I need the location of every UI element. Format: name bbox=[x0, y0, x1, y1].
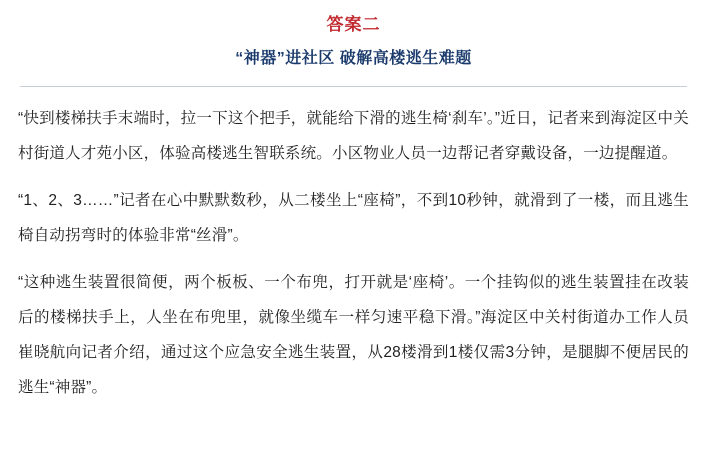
article-paragraph: “这种逃生装置很简便，两个板板、一个布兜，打开就是‘座椅’。一个挂钩似的逃生装置挂在改装后的楼梯扶手上，人坐在布兜里，就像坐缆车一样匀速平稳下滑。”海淀区中关村街道办工作人员崔晓航向记者介绍，通过这个应急安全逃生装置，从28楼滑到1楼仅需3分钟，是腿脚不便居民的逃生“神器”。 bbox=[18, 274, 689, 396]
page-subtitle: “神器”进社区 破解高楼逃生难题 bbox=[235, 50, 472, 67]
article-body bbox=[18, 87, 689, 405]
article-paragraph: “1、2、3……”记者在心中默默数秒，从二楼坐上“座椅”，不到10秒钟，就滑到了一楼，而且逃生椅自动拐弯时的体验非常“丝滑”。 bbox=[18, 192, 689, 244]
article-paragraph: “快到楼梯扶手末端时，拉一下这个把手，就能给下滑的逃生椅‘刹车’。”近日，记者来到海淀区中关村街道人才苑小区，体验高楼逃生智联系统。小区物业人员一边帮记者穿戴设备，一边提醒道。 bbox=[18, 110, 689, 162]
page-title: 答案二 bbox=[326, 15, 381, 34]
document-header bbox=[18, 0, 689, 74]
